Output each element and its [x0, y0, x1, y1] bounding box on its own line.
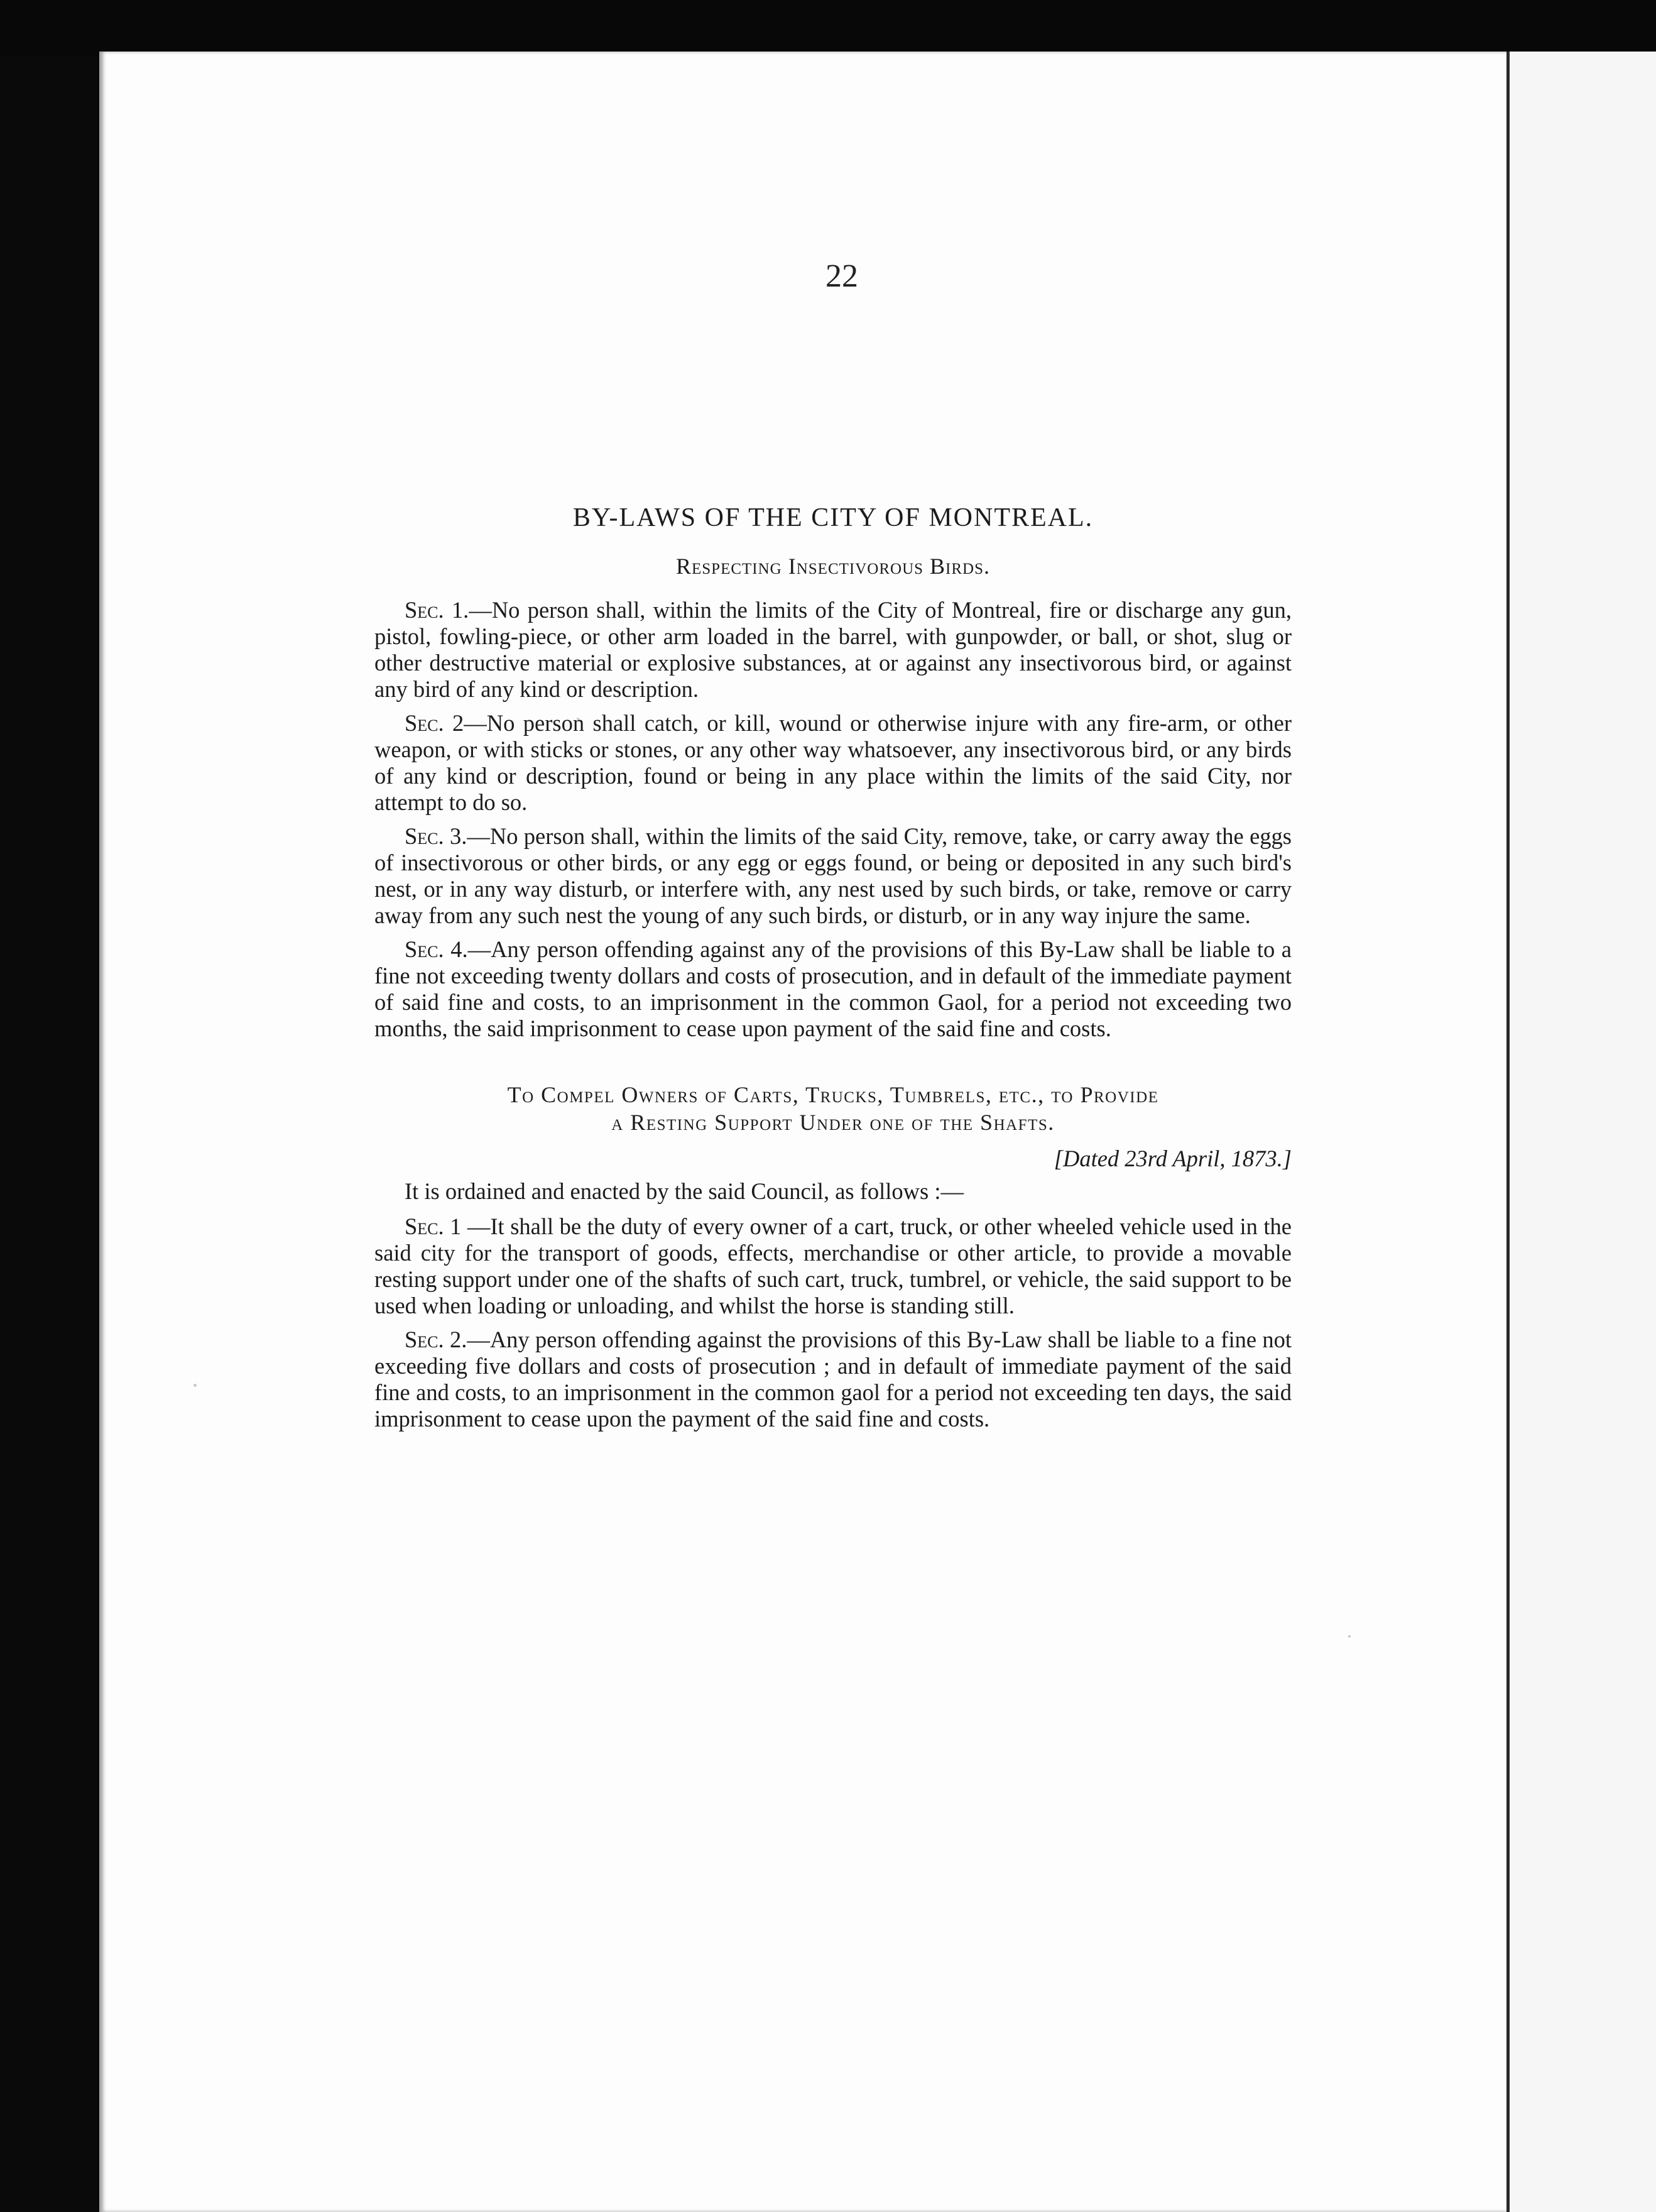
page-number: 22 — [825, 258, 858, 294]
paper-speck — [1348, 1635, 1351, 1638]
section-label: Sec. 1. — [405, 597, 469, 623]
section-text: —No person shall, within the limits of the said City, remove, take, or carry away the eggs of insectivorous or other birds, or any egg or eggs found, or being or deposited in any such bird's nest, or in any way disturb, or interfere with, any nest used by such birds, or take, remove or carry away from any such nest the young of any such birds, or disturb, or in any way injure the same. — [374, 823, 1292, 928]
scan-border — [0, 0, 1656, 57]
section-text: —Any person offending against the provisions of this By-Law shall be liable to a fine not exceeding five dollars and costs of prosecution ; and in default of immediate payment of the said fine and costs, to an imprisonment in the common gaol for a period not exceeding ten days, the said imprisonment to cease upon the payment of the said fine and costs. — [374, 1327, 1292, 1432]
document-title: BY-LAWS OF THE CITY OF MONTREAL. — [572, 503, 1094, 532]
carts-bylaw-title — [374, 1081, 1292, 1136]
section-label: Sec. 2 — [405, 710, 464, 736]
birds-bylaw-title: Respecting Insectivorous Birds. — [676, 554, 990, 579]
paper-speck — [193, 1384, 197, 1387]
carts-title-line-2: a Resting Support Under one of the Shafts. — [611, 1110, 1055, 1135]
enactment-clause: It is ordained and enacted by the said Council, as follows :— — [405, 1178, 964, 1204]
section-label: Sec. 2. — [405, 1327, 467, 1352]
section-text: —It shall be the duty of every owner of a cart, truck, or other wheeled vehicle used in the said city for the transport of goods, effects, merchandise or other article, to provide a movable resting support under one of the shafts of such cart, truck, tumbrel, or vehicle, the said support to be used when loading or unloading, and whilst the horse is standing still. — [374, 1213, 1292, 1318]
section-label: Sec. 1 — [405, 1213, 462, 1239]
section-text: —No person shall catch, or kill, wound or otherwise injure with any fire-arm, or other weapon, or with sticks or stones, or any other way whatsoever, any insectivorous bird, or any birds of any kind or description, found or being in any place within the limits of the said City, nor attempt to do so. — [374, 710, 1292, 815]
section-text: —No person shall, within the limits of the City of Montreal, fire or discharge any gun, pistol, fowling-piece, or other arm loaded in the barrel, with gunpowder, or ball, or shot, slug or other destructive material or explosive substances, at or against any insectivorous bird, or against any bird of any kind or description. — [374, 597, 1292, 702]
adjacent-page-edge — [1506, 52, 1656, 2212]
document-body — [374, 503, 1292, 1440]
bylaw-date: [Dated 23rd April, 1873.] — [1054, 1146, 1292, 1171]
carts-section-2 — [374, 1327, 1292, 1432]
section-text: —Any person offending against any of the provisions of this By-Law shall be liable to a fine not exceeding twenty dollars and costs of prosecution, and in default of the immediate payment of said fine and costs, to an imprisonment in the common Gaol, for a period not exceeding two months, the said imprisonment to cease upon payment of the said fine and costs. — [374, 936, 1292, 1041]
carts-title-line-1: To Compel Owners of Carts, Trucks, Tumbrels, etc., to Provide — [507, 1082, 1159, 1107]
birds-section-1 — [374, 597, 1292, 703]
section-label: Sec. 3. — [405, 823, 467, 849]
birds-section-2 — [374, 710, 1292, 816]
birds-section-3 — [374, 823, 1292, 929]
section-label: Sec. 4. — [405, 936, 468, 962]
birds-section-4 — [374, 936, 1292, 1042]
carts-section-1 — [374, 1213, 1292, 1319]
